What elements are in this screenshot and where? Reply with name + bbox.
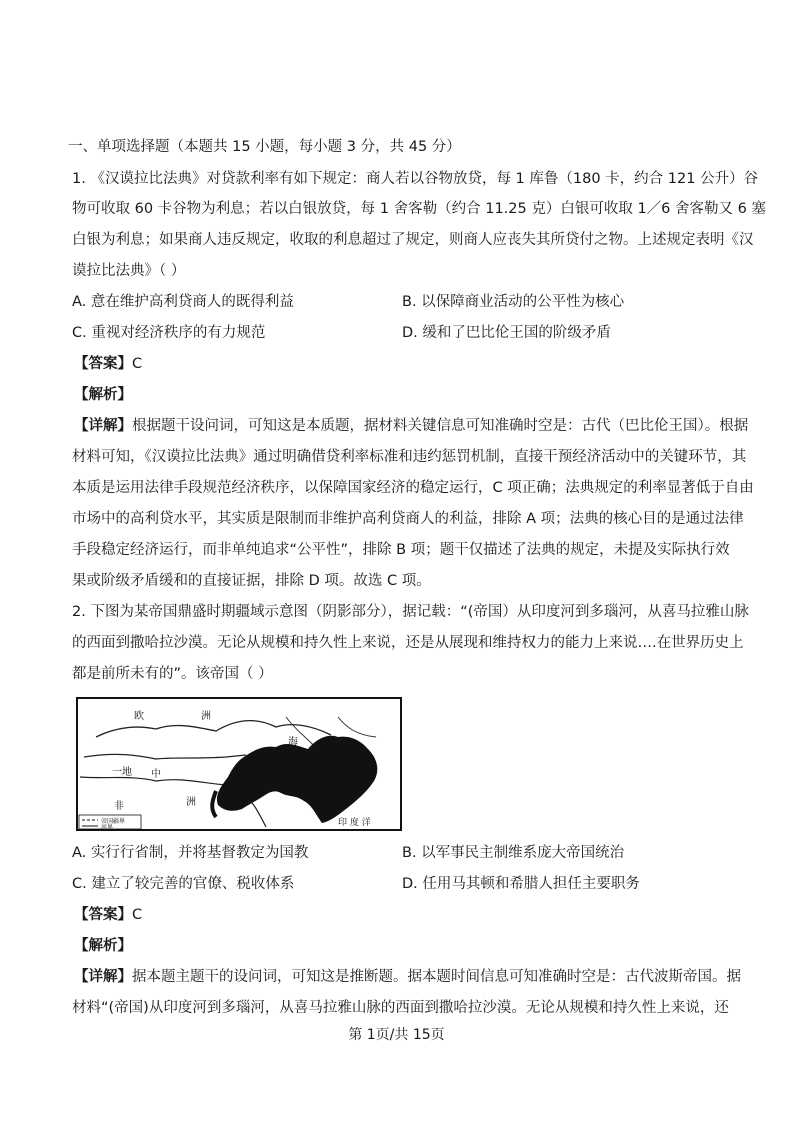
q2-detail-line-2: 材料“(帝国)从印度河到多瑙河，从喜马拉雅山脉的西面到撒哈拉沙漠。无论从规模和持久性上来说，还 (72, 1000, 729, 1016)
q1-analysis-label: 【解析】 (74, 387, 132, 403)
map-label-sea: 海 (288, 737, 298, 748)
q2-answer-value: C (132, 907, 143, 923)
q1-option-d: D. 缓和了巴比伦王国的阶级矛盾 (402, 325, 611, 341)
q1-option-a: A. 意在维护高利贷商人的既得利益 (72, 294, 294, 310)
q1-detail-text-1: 根据题干设问词，可知这是本质题，据材料关键信息可知准确时空是：古代（巴比伦王国）。根据 (132, 418, 749, 434)
q2-analysis-label: 【解析】 (74, 938, 132, 954)
map-label-zhong: 中 (151, 769, 161, 780)
q2-detail-text-1: 据本题主题干的设问词，可知这是推断题。据本题时间信息可知准确时空是：古代波斯帝国。据 (132, 969, 741, 985)
q2-answer-tag: 【答案】 (74, 907, 132, 923)
map-label-indian-ocean: 印 度 洋 (338, 818, 371, 828)
legend-label-1: 帝国疆界 (101, 818, 126, 825)
q1-analysis-tag (74, 385, 132, 405)
q2-option-a: A. 实行行省制，并将基督教定为国教 (72, 845, 309, 861)
q1-stem-line-4: 谟拉比法典》（ ） (72, 263, 186, 279)
q1-detail-line-1 (74, 416, 748, 436)
q2-stem-line-3: 都是前所未有的”。该帝国（ ） (72, 666, 273, 682)
q1-detail-line-3: 本质是运用法律手段规范经济秩序，以保障国家经济的稳定运行，C 项正确；法典规定的利率显著低于自由 (72, 480, 754, 496)
legend-label-2: 河界 (101, 824, 114, 831)
q1-answer-tag: 【答案】 (74, 356, 132, 372)
empire-map-figure (76, 697, 402, 831)
page-footer: 第 1页/共 15页 (348, 1027, 445, 1043)
q1-detail-line-5: 手段稳定经济运行，而非单纯追求“公平性”，排除 B 项；题干仅描述了法典的规定，未提及实际执行效 (72, 542, 730, 558)
q1-option-c: C. 重视对经济秩序的有力规范 (72, 325, 266, 341)
q1-stem-line-3: 白银为利息；如果商人违反规定，收取的利息超过了规定，则商人应丧失其所贷付之物。上述规定表明《汉 (72, 232, 754, 248)
q2-option-d: D. 任用马其顿和希腊人担任主要职务 (402, 876, 640, 892)
q1-detail-line-4: 市场中的高利贷水平，其实质是限制而非维护高利贷商人的利益，排除 A 项；法典的核心目的是通过法律 (72, 511, 744, 527)
q1-option-b: B. 以保障商业活动的公平性为核心 (402, 294, 625, 310)
q2-option-c: C. 建立了较完善的官僚、税收体系 (72, 876, 295, 892)
q1-detail-line-6: 果或阶级矛盾缓和的直接证据，排除 D 项。故选 C 项。 (72, 573, 431, 589)
q2-detail-line-1 (74, 967, 741, 987)
q1-answer-value: C (132, 356, 143, 372)
q2-option-b: B. 以军事民主制维系庞大帝国统治 (402, 845, 625, 861)
q2-answer (74, 905, 142, 925)
q2-analysis-tag (74, 936, 132, 956)
q2-stem-line-2: 的西面到撒哈拉沙漠。无论从规模和持久性上来说，还是从展现和维持权力的能力上来说….在世界历史上 (72, 635, 744, 651)
q1-stem-line-1: 1. 《汉谟拉比法典》对贷款利率有如下规定：商人若以谷物放贷，每 1 库鲁（180 卡，约合 121 公升）谷 (72, 171, 759, 187)
q2-stem-line-1: 2. 下图为某帝国鼎盛时期疆域示意图（阴影部分），据记载：“(帝国）从印度河到多瑙河，从喜马拉雅山脉 (72, 604, 749, 620)
map-label-europe-2: 洲 (201, 711, 211, 722)
q2-detail-tag: 【详解】 (74, 969, 132, 985)
section-title: 一、单项选择题（本题共 15 小题，每小题 3 分，共 45 分） (68, 139, 461, 155)
map-label-africa-2: 洲 (186, 797, 196, 808)
q1-answer (74, 354, 142, 374)
map-label-europe-1: 欧 (134, 711, 144, 722)
map-label-africa-1: 非 (114, 801, 124, 812)
q1-detail-line-2: 材料可知，《汉谟拉比法典》通过明确借贷利率标准和违约惩罚机制，直接干预经济活动中的关键环节，其 (72, 449, 747, 465)
q1-stem-line-2: 物可收取 60 卡谷物为利息；若以白银放贷，每 1 舍客勒（约合 11.25 克）白银可收取 1／6 舍客勒又 6 塞 (72, 201, 766, 217)
q1-detail-tag: 【详解】 (74, 418, 132, 434)
map-label-mediterranean: 一地 (112, 767, 132, 778)
